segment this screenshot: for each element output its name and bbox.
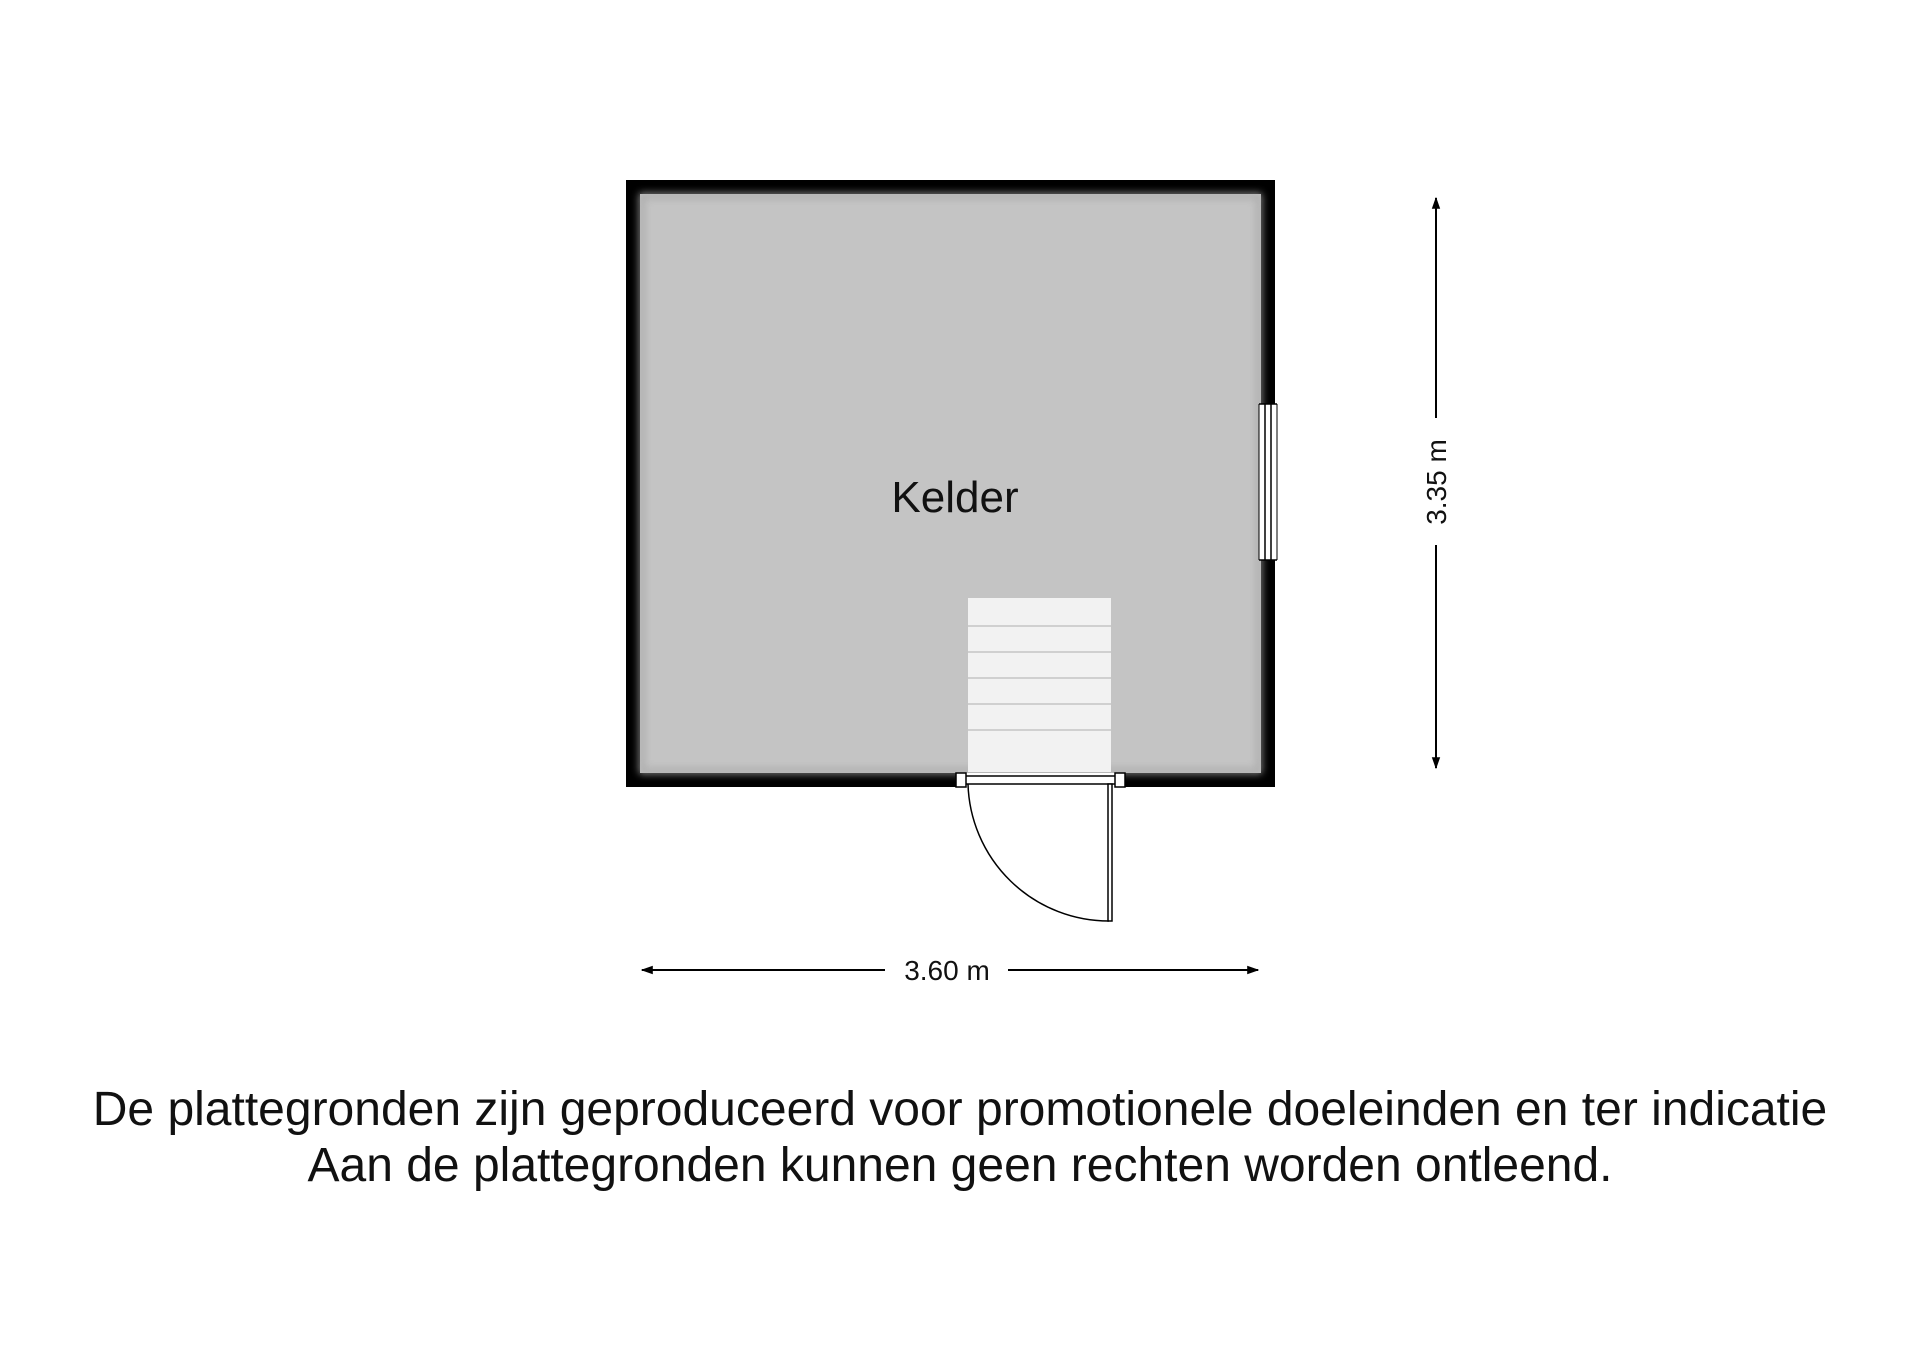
depth-dimension xyxy=(1421,198,1452,768)
door-swing-arc xyxy=(968,784,1109,921)
door-leaf xyxy=(1108,784,1112,921)
width-dimension xyxy=(642,955,1258,986)
room-label: Kelder xyxy=(891,473,1019,522)
staircase xyxy=(968,598,1111,772)
window xyxy=(1259,404,1277,560)
disclaimer-line-2: Aan de plattegronden kunnen geen rechten worden ontleend. xyxy=(307,1139,1613,1192)
depth-dimension-label: 3.35 m xyxy=(1421,439,1452,525)
width-dimension-label: 3.60 m xyxy=(904,955,990,986)
door xyxy=(956,773,1125,921)
disclaimer-line-1: De plattegronden zijn geproduceerd voor promotionele doeleinden en ter indicatie xyxy=(92,1083,1828,1136)
